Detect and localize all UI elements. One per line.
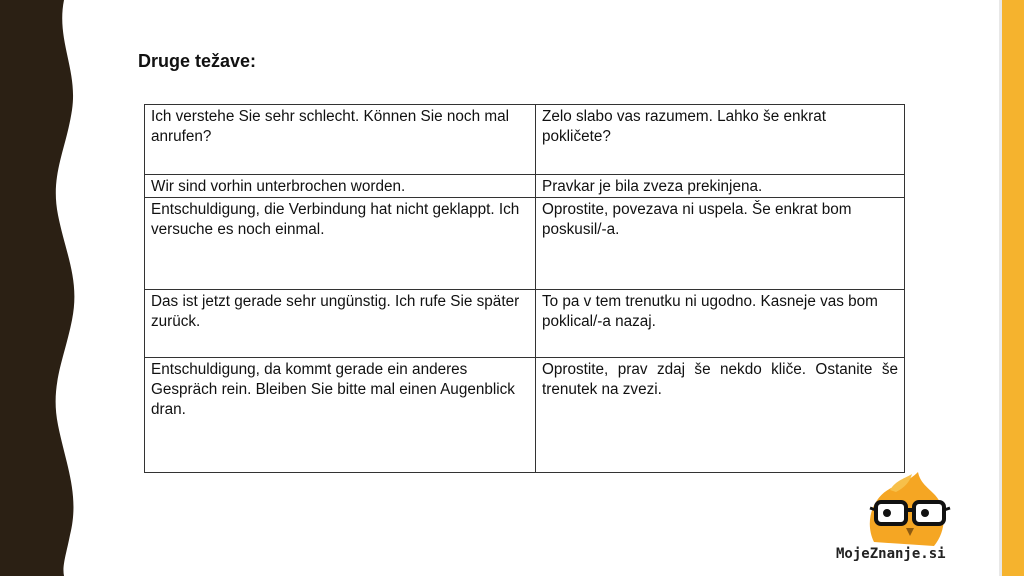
slovene-phrase: Zelo slabo vas razumem. Lahko še enkrat pokličete? — [536, 105, 905, 175]
german-phrase: Entschuldigung, die Verbindung hat nicht geklappt. Ich versuche es noch einmal. — [145, 198, 536, 290]
german-phrase: Entschuldigung, da kommt gerade ein anderes Gespräch rein. Bleiben Sie bitte mal einen Augenblick dran. — [145, 358, 536, 473]
left-wave-decoration — [0, 0, 80, 576]
brand-name: MojeZnanje.si — [836, 546, 946, 562]
slovene-phrase: Pravkar je bila zveza prekinjena. — [536, 175, 905, 198]
german-phrase: Ich verstehe Sie sehr schlecht. Können Sie noch mal anrufen? — [145, 105, 536, 175]
slide-title: Druge težave: — [138, 51, 257, 71]
slovene-phrase: Oprostite, povezava ni uspela. Še enkrat bom poskusil/-a. — [536, 198, 905, 290]
table-row — [145, 290, 905, 358]
phrase-table — [144, 104, 905, 473]
table-row — [145, 175, 905, 198]
right-accent-strip — [1002, 0, 1024, 576]
slovene-phrase: To pa v tem trenutku ni ugodno. Kasneje vas bom poklical/-a nazaj. — [536, 290, 905, 358]
table-row — [145, 105, 905, 175]
german-phrase: Das ist jetzt gerade sehr ungünstig. Ich rufe Sie später zurück. — [145, 290, 536, 358]
table-row — [145, 358, 905, 473]
slovene-phrase: Oprostite, prav zdaj še nekdo kliče. Ostanite še trenutek na zvezi. — [536, 358, 905, 473]
table-row — [145, 198, 905, 290]
german-phrase: Wir sind vorhin unterbrochen worden. — [145, 175, 536, 198]
